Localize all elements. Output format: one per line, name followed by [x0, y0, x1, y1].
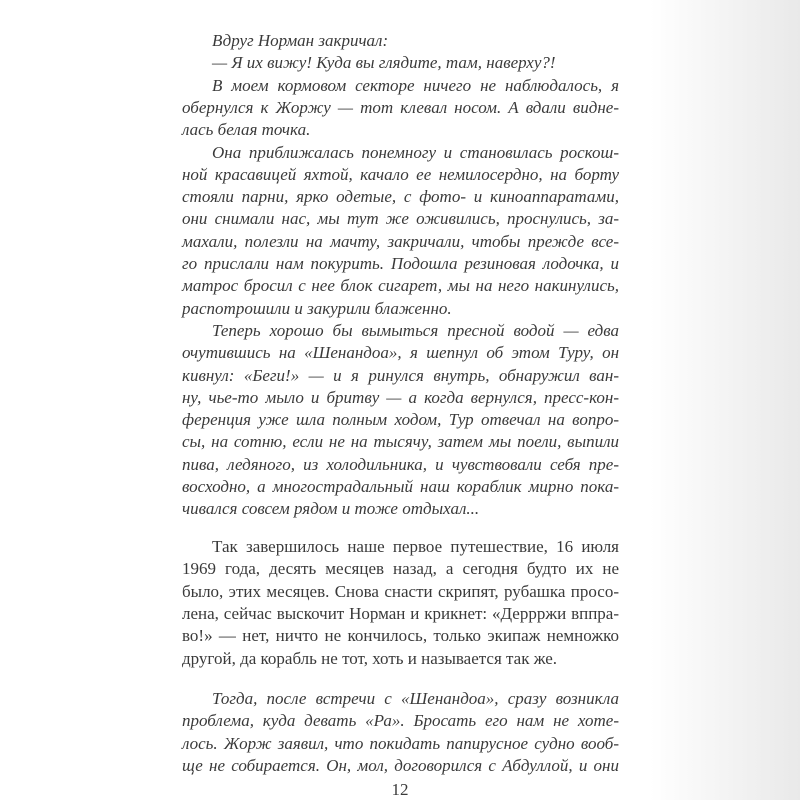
text-line: очутившись на «Шенандоа», я шепнул об этом Туру, он: [182, 343, 619, 363]
text-line: Теперь хорошо бы вымыться пресной водой — едва: [212, 320, 619, 340]
page-edge-shadow: [650, 0, 800, 800]
text-line: махали, полезли на мачту, закричали, чтобы прежде все-: [182, 231, 619, 251]
text-line: Вдруг Норман закричал:: [212, 31, 389, 50]
text-line: ной красавицей яхтой, качало ее немилосердно, на борту: [182, 164, 619, 184]
text-line: В моем кормовом секторе ничего не наблюдалось, я: [212, 75, 619, 95]
text-line: го прислали нам покурить. Подошла резиновая лодочка, и: [182, 254, 619, 273]
text-line: лось. Жорж заявил, что покидать папирусное судно вооб-: [182, 733, 619, 753]
text-line: чивался совсем рядом и тоже отдыхал...: [182, 499, 480, 519]
text-line: обернулся к Жоржу — тот клевал носом. А вдали видне-: [182, 97, 619, 117]
text-line: пива, ледяного, из холодильника, и чувствовали себя пре-: [182, 454, 619, 474]
text-line: лена, сейчас выскочит Норман и крикнет: «Деррржи вппра-: [182, 603, 619, 623]
text-line: распотрошили и закурили блаженно.: [182, 298, 452, 318]
text-line: восходно, а многострадальный наш кораблик мирно пока-: [182, 477, 619, 496]
text-line: проблема, куда девать «Ра». Бросать его нам не хоте-: [182, 711, 619, 731]
text-line: ще не собирается. Он, мол, договорился с Абдуллой, и они: [182, 755, 619, 775]
text-line: стояли парни, ярко одетые, с фото- и киноаппаратами,: [182, 187, 619, 207]
text-line: Тогда, после встречи с «Шенандоа», сразу возникла: [212, 689, 619, 708]
text-line: Так завершилось наше первое путешествие, 16 июля: [212, 537, 619, 556]
text-line: матрос бросил с нее блок сигарет, мы на него накинулись,: [182, 276, 619, 296]
text-line: кивнул: «Беги!» — и я ринулся внутрь, обнаружил ван-: [182, 365, 619, 385]
text-line: ну, чье-то мыло и бритву — а когда вернулся, пресс-кон-: [182, 387, 619, 407]
text-line: сы, на сотню, если не на тысячу, затем мы поели, выпили: [182, 432, 619, 452]
text-line: было, этих месяцев. Снова снасти скрипят, рубашка просо-: [182, 581, 619, 601]
text-line: они снимали нас, мы тут же оживились, проснулись, за-: [182, 209, 619, 229]
text-line: во!» — нет, ничто не кончилось, только экипаж немножко: [182, 626, 619, 646]
text-line: другой, да корабль не тот, хоть и называется так же.: [182, 648, 558, 668]
text-line: 1969 года, десять месяцев назад, а сегодня будто их не: [182, 559, 619, 579]
text-line: — Я их вижу! Куда вы глядите, там, наверху?!: [212, 53, 556, 73]
text-line: ференция уже шла полным ходом, Тур отвечал на вопро-: [182, 410, 619, 430]
page-number: 12: [391, 780, 409, 799]
text-line: Она приближалась понемногу и становилась роскош-: [212, 142, 619, 162]
text-line: лась белая точка.: [182, 120, 311, 140]
